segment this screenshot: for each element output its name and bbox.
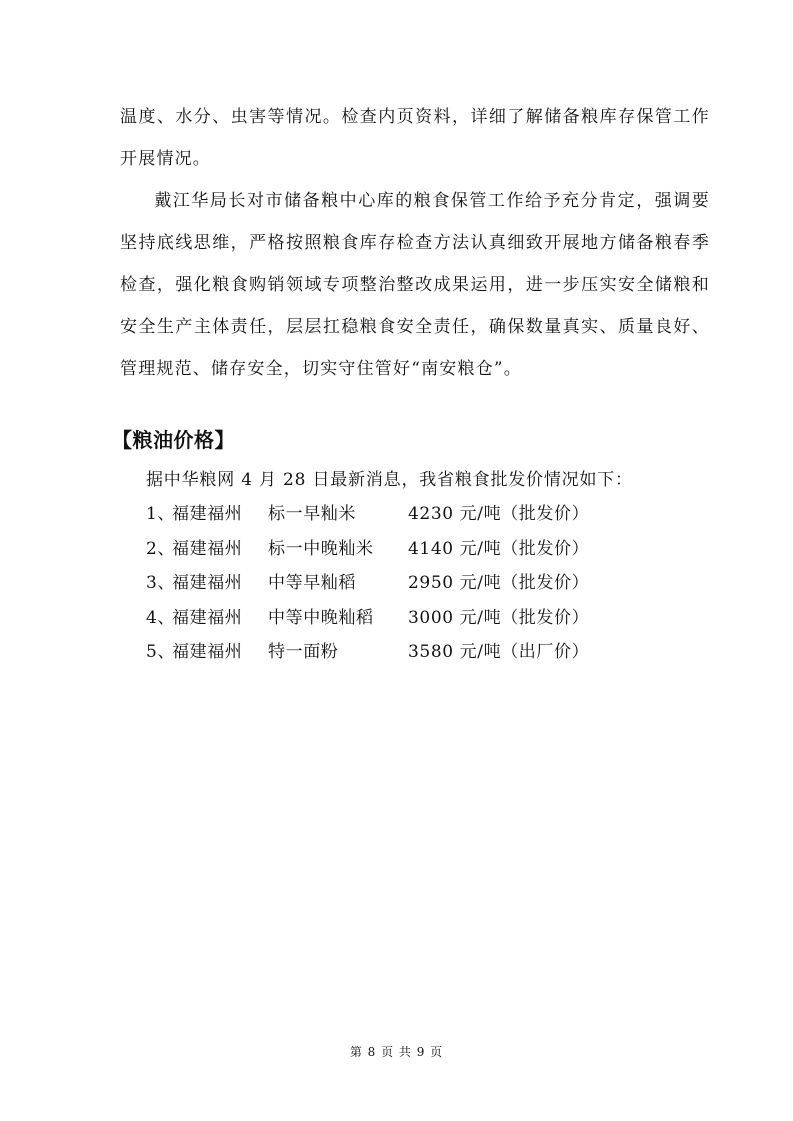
price-value: 4230 元/吨（批发价） — [408, 504, 590, 524]
price-index: 4、 — [146, 607, 176, 628]
price-row — [146, 501, 589, 536]
price-row — [146, 570, 589, 605]
section-title-grain-oil-prices: 【粮油价格】 — [112, 428, 235, 452]
price-value: 3580 元/吨（出厂价） — [408, 642, 590, 662]
price-product: 中等中晚籼稻 — [268, 607, 374, 628]
price-index: 1、 — [146, 504, 176, 524]
body-paragraph-2-text: 戴江华局长对市储备粮中心库的粮食保管工作给予充分肯定，强调要坚持底线思维，严格按照粮食库存检查方法认真细致开展地方储备粮春季检查，强化粮食购销领域专项整治整改成果运用，进一步压实安全储粮和安全生产主体责任，层层扛稳粮食安全责任，确保数量真实、质量良好、管理规范、储存安全，切实守住管好“南安粮仓”。 — [120, 191, 710, 379]
price-product: 特一面粉 — [268, 642, 339, 662]
price-location: 福建福州 — [172, 642, 243, 662]
price-location: 福建福州 — [172, 538, 243, 559]
price-product: 标一早籼米 — [268, 504, 356, 524]
page-footer: 第 8 页 共 9 页 — [349, 1045, 444, 1059]
price-product: 标一中晚籼米 — [268, 538, 374, 559]
body-paragraph-1: 温度、水分、虫害等情况。检查内页资料，详细了解储备粮库存保管工作开展情况。 — [120, 107, 710, 169]
price-row — [146, 639, 589, 674]
body-paragraph-2 — [120, 180, 710, 390]
price-location: 福建福州 — [172, 573, 243, 593]
price-row — [146, 536, 589, 571]
price-value: 2950 元/吨（批发价） — [408, 573, 590, 593]
price-value: 4140 元/吨（批发价） — [408, 538, 590, 559]
price-product: 中等早籼稻 — [268, 573, 356, 593]
price-list — [146, 501, 589, 674]
price-location: 福建福州 — [172, 607, 243, 628]
price-intro: 据中华粮网 4 月 28 日最新消息，我省粮食批发价情况如下： — [146, 470, 633, 490]
price-value: 3000 元/吨（批发价） — [408, 607, 590, 628]
price-row — [146, 605, 589, 640]
price-index: 3、 — [146, 573, 176, 593]
price-index: 5、 — [146, 642, 176, 662]
price-index: 2、 — [146, 538, 176, 559]
price-location: 福建福州 — [172, 504, 243, 524]
